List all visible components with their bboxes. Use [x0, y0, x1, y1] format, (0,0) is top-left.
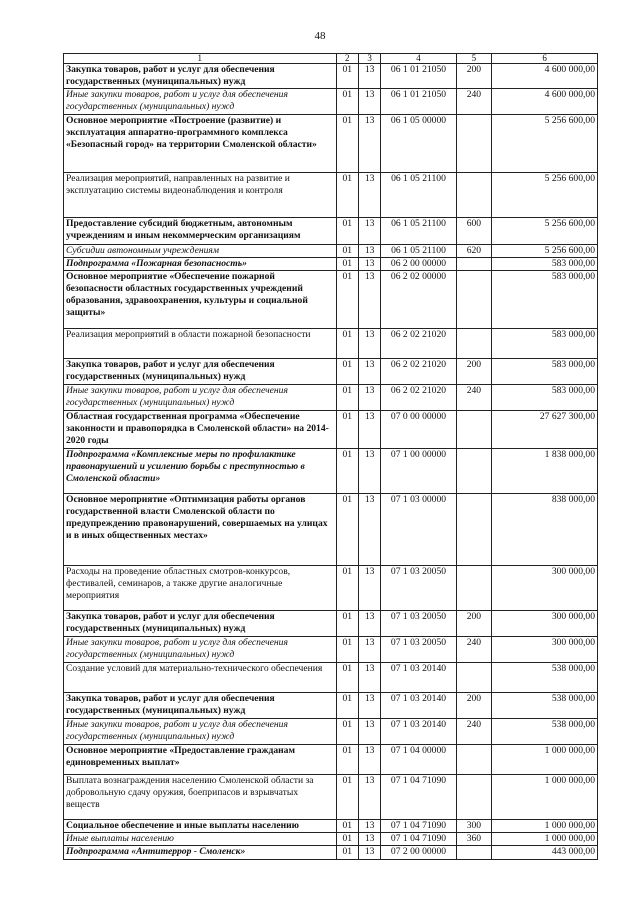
column-header: 4	[381, 54, 456, 64]
page-number: 48	[314, 30, 326, 42]
section-code: 01	[336, 745, 358, 775]
section-code: 01	[336, 494, 358, 566]
expense-type-code	[456, 115, 492, 173]
table-row	[64, 566, 598, 611]
amount: 538 000,00	[492, 663, 598, 693]
table-row	[64, 89, 598, 115]
table-row	[64, 411, 598, 449]
subsection-code: 13	[358, 385, 380, 411]
subsection-code: 13	[358, 258, 380, 271]
table-row	[64, 258, 598, 271]
amount: 838 000,00	[492, 494, 598, 566]
section-code: 01	[336, 693, 358, 719]
target-article-code: 07 1 03 20140	[381, 693, 456, 719]
table-row	[64, 218, 598, 245]
item-name: Подпрограмма «Комплексные меры по профилактике правонарушений и усилению борьбы с преступностью в Смоленской области»	[64, 449, 337, 494]
table-row	[64, 775, 598, 820]
subsection-code: 13	[358, 449, 380, 494]
item-name: Иные выплаты населению	[64, 833, 337, 846]
expense-type-code	[456, 271, 492, 329]
amount: 5 256 600,00	[492, 173, 598, 218]
item-name: Основное мероприятие «Оптимизация работы органов государственной власти Смоленской области по предупреждению правонарушений, совершаемых на улицах и в иных общественных местах»	[64, 494, 337, 566]
target-article-code: 07 1 03 20050	[381, 566, 456, 611]
table-row	[64, 494, 598, 566]
section-code: 01	[336, 173, 358, 218]
table-row	[64, 693, 598, 719]
amount: 583 000,00	[492, 271, 598, 329]
target-article-code: 07 1 04 71090	[381, 820, 456, 833]
subsection-code: 13	[358, 663, 380, 693]
target-article-code: 07 1 03 00000	[381, 494, 456, 566]
amount: 538 000,00	[492, 719, 598, 745]
expense-type-code	[456, 663, 492, 693]
column-header: 6	[492, 54, 598, 64]
target-article-code: 07 1 03 20140	[381, 663, 456, 693]
amount: 5 256 600,00	[492, 245, 598, 258]
expense-type-code	[456, 329, 492, 359]
table-row	[64, 359, 598, 385]
section-code: 01	[336, 89, 358, 115]
amount: 443 000,00	[492, 846, 598, 860]
item-name: Областная государственная программа «Обеспечение законности и правопорядка в Смоленской области» на 2014-2020 годы	[64, 411, 337, 449]
table-row	[64, 329, 598, 359]
expense-type-code: 240	[456, 637, 492, 663]
amount: 1 000 000,00	[492, 775, 598, 820]
table-row	[64, 833, 598, 846]
expense-type-code	[456, 449, 492, 494]
table-row	[64, 173, 598, 218]
expense-type-code	[456, 775, 492, 820]
section-code: 01	[336, 775, 358, 820]
item-name: Создание условий для материально-технического обеспечения	[64, 663, 337, 693]
target-article-code: 07 1 00 00000	[381, 449, 456, 494]
item-name: Закупка товаров, работ и услуг для обеспечения государственных (муниципальных) нужд	[64, 64, 337, 89]
section-code: 01	[336, 846, 358, 860]
amount: 5 256 600,00	[492, 218, 598, 245]
item-name: Иные закупки товаров, работ и услуг для обеспечения государственных (муниципальных) нужд	[64, 385, 337, 411]
table-row	[64, 115, 598, 173]
section-code: 01	[336, 329, 358, 359]
section-code: 01	[336, 637, 358, 663]
target-article-code: 07 2 00 00000	[381, 846, 456, 860]
section-code: 01	[336, 271, 358, 329]
item-name: Иные закупки товаров, работ и услуг для обеспечения государственных (муниципальных) нужд	[64, 637, 337, 663]
amount: 300 000,00	[492, 566, 598, 611]
expense-type-code: 200	[456, 359, 492, 385]
subsection-code: 13	[358, 693, 380, 719]
item-name: Социальное обеспечение и иные выплаты населению	[64, 820, 337, 833]
target-article-code: 06 2 00 00000	[381, 258, 456, 271]
table-row	[64, 449, 598, 494]
subsection-code: 13	[358, 64, 380, 89]
target-article-code: 06 2 02 21020	[381, 359, 456, 385]
expense-type-code	[456, 566, 492, 611]
table-row	[64, 611, 598, 637]
section-code: 01	[336, 833, 358, 846]
table-row	[64, 245, 598, 258]
amount: 5 256 600,00	[492, 115, 598, 173]
expense-type-code	[456, 258, 492, 271]
table-row	[64, 271, 598, 329]
section-code: 01	[336, 359, 358, 385]
expense-type-code	[456, 846, 492, 860]
section-code: 01	[336, 663, 358, 693]
target-article-code: 06 2 02 21020	[381, 329, 456, 359]
section-code: 01	[336, 115, 358, 173]
section-code: 01	[336, 411, 358, 449]
target-article-code: 07 1 04 71090	[381, 775, 456, 820]
amount: 583 000,00	[492, 258, 598, 271]
target-article-code: 06 1 01 21050	[381, 89, 456, 115]
section-code: 01	[336, 218, 358, 245]
subsection-code: 13	[358, 359, 380, 385]
subsection-code: 13	[358, 494, 380, 566]
amount: 538 000,00	[492, 693, 598, 719]
item-name: Реализация мероприятий, направленных на развитие и эксплуатацию системы видеонаблюдения и контроля	[64, 173, 337, 218]
amount: 583 000,00	[492, 385, 598, 411]
item-name: Предоставление субсидий бюджетным, автономным учреждениям и иным некоммерческим организациям	[64, 218, 337, 245]
subsection-code: 13	[358, 745, 380, 775]
expense-type-code: 240	[456, 719, 492, 745]
amount: 27 627 300,00	[492, 411, 598, 449]
expense-type-code: 240	[456, 385, 492, 411]
expense-type-code	[456, 494, 492, 566]
subsection-code: 13	[358, 719, 380, 745]
expense-type-code: 200	[456, 611, 492, 637]
table-row	[64, 663, 598, 693]
section-code: 01	[336, 566, 358, 611]
amount: 1 838 000,00	[492, 449, 598, 494]
subsection-code: 13	[358, 89, 380, 115]
item-name: Основное мероприятие «Обеспечение пожарной безопасности областных государственных учреждений образования, здравоохранения, культуры и социальной защиты»	[64, 271, 337, 329]
table-row	[64, 385, 598, 411]
item-name: Выплата вознаграждения населению Смоленской области за добровольную сдачу оружия, боеприпасов и взрывчатых веществ	[64, 775, 337, 820]
column-header: 1	[64, 54, 337, 64]
table-row	[64, 745, 598, 775]
item-name: Субсидии автономным учреждениям	[64, 245, 337, 258]
amount: 300 000,00	[492, 611, 598, 637]
table-row	[64, 846, 598, 860]
section-code: 01	[336, 245, 358, 258]
section-code: 01	[336, 820, 358, 833]
subsection-code: 13	[358, 637, 380, 663]
target-article-code: 06 2 02 21020	[381, 385, 456, 411]
column-header: 3	[358, 54, 380, 64]
section-code: 01	[336, 449, 358, 494]
expense-type-code	[456, 411, 492, 449]
expense-type-code: 600	[456, 218, 492, 245]
amount: 300 000,00	[492, 637, 598, 663]
target-article-code: 07 1 03 20050	[381, 611, 456, 637]
expense-type-code: 200	[456, 64, 492, 89]
item-name: Иные закупки товаров, работ и услуг для обеспечения государственных (муниципальных) нужд	[64, 89, 337, 115]
subsection-code: 13	[358, 833, 380, 846]
target-article-code: 06 1 01 21050	[381, 64, 456, 89]
subsection-code: 13	[358, 411, 380, 449]
amount: 4 600 000,00	[492, 89, 598, 115]
subsection-code: 13	[358, 271, 380, 329]
subsection-code: 13	[358, 218, 380, 245]
target-article-code: 07 0 00 00000	[381, 411, 456, 449]
subsection-code: 13	[358, 820, 380, 833]
expense-type-code	[456, 173, 492, 218]
expense-type-code: 620	[456, 245, 492, 258]
subsection-code: 13	[358, 245, 380, 258]
subsection-code: 13	[358, 115, 380, 173]
section-code: 01	[336, 64, 358, 89]
expense-type-code: 360	[456, 833, 492, 846]
target-article-code: 06 1 05 21100	[381, 245, 456, 258]
section-code: 01	[336, 258, 358, 271]
item-name: Иные закупки товаров, работ и услуг для обеспечения государственных (муниципальных) нужд	[64, 719, 337, 745]
target-article-code: 07 1 03 20050	[381, 637, 456, 663]
section-code: 01	[336, 719, 358, 745]
target-article-code: 07 1 04 00000	[381, 745, 456, 775]
target-article-code: 06 1 05 21100	[381, 173, 456, 218]
subsection-code: 13	[358, 775, 380, 820]
table-row	[64, 64, 598, 89]
item-name: Расходы на проведение областных смотров-конкурсов, фестивалей, семинаров, а также другие аналогичные мероприятия	[64, 566, 337, 611]
target-article-code: 07 1 03 20140	[381, 719, 456, 745]
table-row	[64, 637, 598, 663]
target-article-code: 06 1 05 00000	[381, 115, 456, 173]
section-code: 01	[336, 611, 358, 637]
subsection-code: 13	[358, 566, 380, 611]
table-row	[64, 820, 598, 833]
column-header: 2	[336, 54, 358, 64]
item-name: Закупка товаров, работ и услуг для обеспечения государственных (муниципальных) нужд	[64, 693, 337, 719]
table-header-row	[64, 54, 598, 64]
subsection-code: 13	[358, 611, 380, 637]
amount: 583 000,00	[492, 329, 598, 359]
item-name: Закупка товаров, работ и услуг для обеспечения государственных (муниципальных) нужд	[64, 611, 337, 637]
table-row	[64, 719, 598, 745]
subsection-code: 13	[358, 173, 380, 218]
item-name: Закупка товаров, работ и услуг для обеспечения государственных (муниципальных) нужд	[64, 359, 337, 385]
target-article-code: 07 1 04 71090	[381, 833, 456, 846]
target-article-code: 06 1 05 21100	[381, 218, 456, 245]
item-name: Подпрограмма «Антитеррор - Смоленск»	[64, 846, 337, 860]
expense-type-code	[456, 745, 492, 775]
amount: 583 000,00	[492, 359, 598, 385]
item-name: Реализация мероприятий в области пожарной безопасности	[64, 329, 337, 359]
section-code: 01	[336, 385, 358, 411]
item-name: Основное мероприятие «Предоставление гражданам единовременных выплат»	[64, 745, 337, 775]
item-name: Подпрограмма «Пожарная безопасность»	[64, 258, 337, 271]
amount: 1 000 000,00	[492, 745, 598, 775]
amount: 1 000 000,00	[492, 820, 598, 833]
column-header: 5	[456, 54, 492, 64]
item-name: Основное мероприятие «Построение (развитие) и эксплуатация аппаратно-программного комплекса «Безопасный город» на территории Смоленской области»	[64, 115, 337, 173]
budget-table	[63, 53, 598, 860]
subsection-code: 13	[358, 846, 380, 860]
target-article-code: 06 2 02 00000	[381, 271, 456, 329]
expense-type-code: 240	[456, 89, 492, 115]
subsection-code: 13	[358, 329, 380, 359]
amount: 1 000 000,00	[492, 833, 598, 846]
amount: 4 600 000,00	[492, 64, 598, 89]
expense-type-code: 200	[456, 693, 492, 719]
expense-type-code: 300	[456, 820, 492, 833]
